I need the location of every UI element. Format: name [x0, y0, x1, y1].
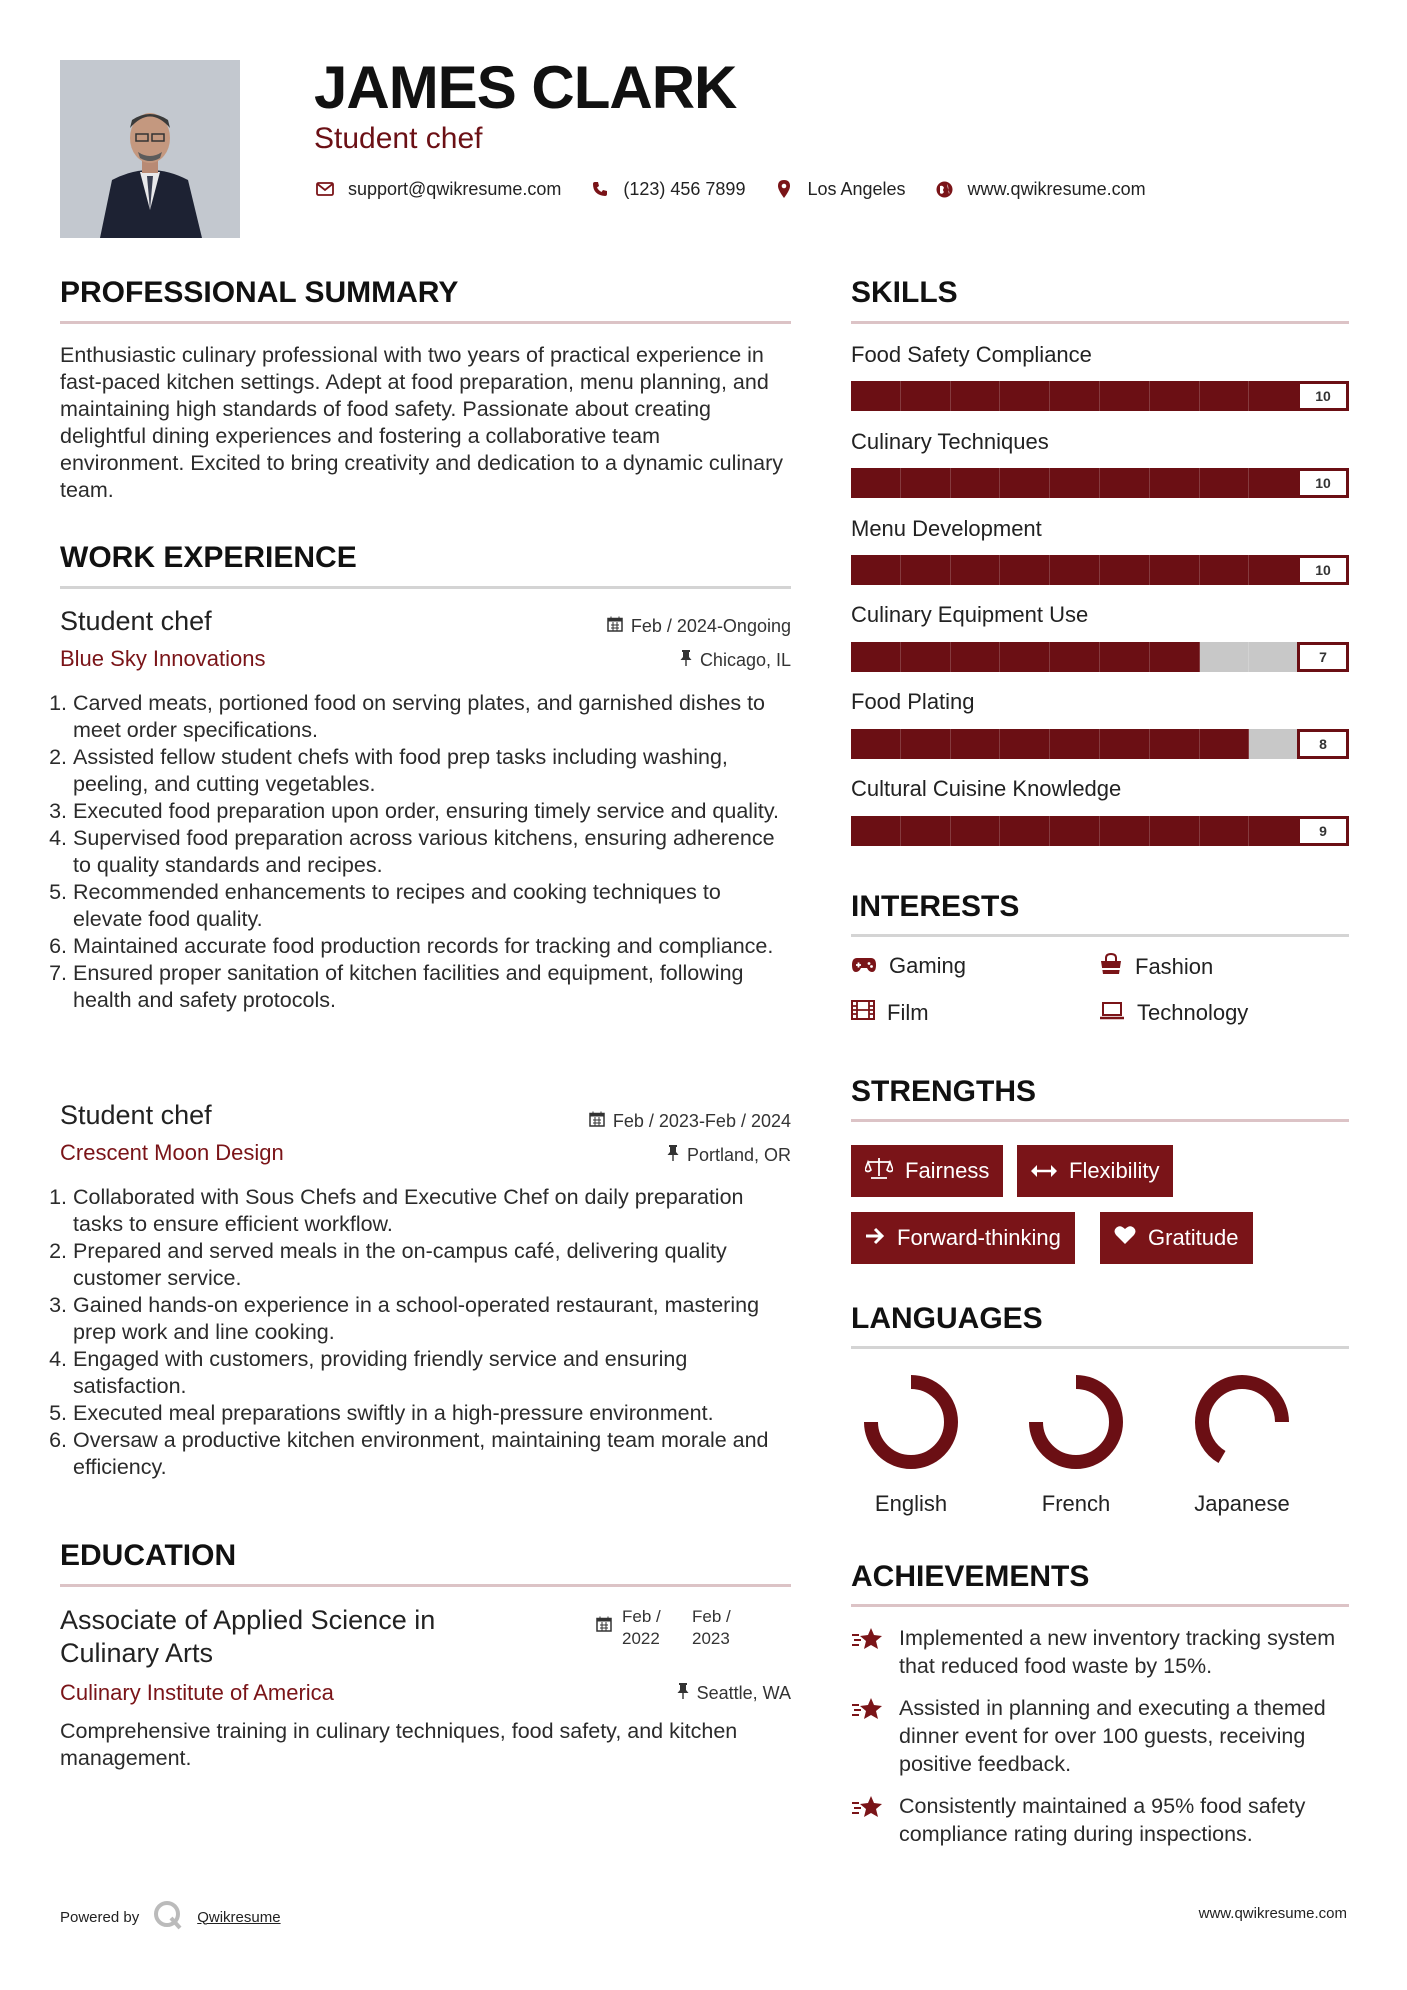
- list-item: 1. Carved meats, portioned food on serving plates, and garnished dishes to meet order specifications.: [73, 690, 795, 744]
- languages-divider: [851, 1346, 1349, 1349]
- interest-label: Film: [887, 1000, 929, 1025]
- job-dates: [607, 616, 791, 637]
- job-location-text: Chicago, IL: [699, 650, 791, 670]
- list-item: 5. Executed meal preparations swiftly in a high-pressure environment.: [73, 1400, 795, 1427]
- skill-bar: [851, 468, 1349, 498]
- footer-url[interactable]: www.qwikresume.com: [1198, 1905, 1347, 1922]
- job-location: [667, 1145, 791, 1166]
- achievement-item: [851, 1792, 1341, 1848]
- skill-score: 10: [1297, 555, 1349, 585]
- job-location-text: Portland, OR: [686, 1145, 791, 1165]
- film-icon: [851, 1000, 875, 1026]
- skill-label: Food Safety Compliance: [851, 342, 1092, 367]
- education-heading: EDUCATION: [60, 1539, 237, 1572]
- skill-score: 8: [1297, 729, 1349, 759]
- language-label: English: [874, 1491, 948, 1516]
- interest-label: Gaming: [889, 953, 967, 978]
- education-start: [622, 1606, 682, 1650]
- skills-heading: SKILLS: [851, 276, 958, 309]
- achievement-text: Implemented a new inventory tracking system that reduced food waste by 15%.: [899, 1626, 1336, 1678]
- strength-label: Forward-thinking: [897, 1225, 1061, 1250]
- pushpin-icon: [667, 1145, 679, 1166]
- portrait-image: [60, 60, 240, 238]
- interests-divider: [851, 934, 1349, 937]
- interests-heading: INTERESTS: [851, 890, 1020, 923]
- experience-heading: WORK EXPERIENCE: [60, 541, 357, 574]
- shooting-star-icon: [851, 1694, 885, 1778]
- skill-bar: [851, 729, 1349, 759]
- education-end-year: 2023: [692, 1629, 730, 1648]
- contact-website[interactable]: [934, 178, 1146, 200]
- list-item: 2. Assisted fellow student chefs with food prep tasks including washing, peeling, and cutting vegetables.: [73, 744, 795, 798]
- achievements-heading: ACHIEVEMENTS: [851, 1560, 1090, 1593]
- list-item: 4. Supervised food preparation across various kitchens, ensuring adherence to quality standards and recipes.: [73, 825, 795, 879]
- list-item: 3. Executed food preparation upon order, ensuring timely service and quality.: [73, 798, 795, 825]
- strength-label: Fairness: [905, 1158, 990, 1183]
- language-label: Japanese: [1194, 1491, 1290, 1516]
- contact-bar: [314, 178, 1160, 200]
- candidate-title: Student chef: [314, 122, 483, 155]
- gamepad-icon: [851, 953, 877, 979]
- shopping-bag-icon: [1099, 953, 1123, 981]
- school-name: Culinary Institute of America: [60, 1680, 334, 1705]
- skill-score: 10: [1297, 468, 1349, 498]
- list-item: 5. Recommended enhancements to recipes and cooking techniques to elevate food quality.: [73, 879, 795, 933]
- job-dates-text: Feb / 2023-Feb / 2024: [612, 1111, 791, 1131]
- footer-powered: [60, 1900, 281, 1934]
- list-item: 7. Ensured proper sanitation of kitchen facilities and equipment, following health and safety protocols.: [73, 960, 795, 1014]
- achievement-text: Consistently maintained a 95% food safety compliance rating during inspections.: [899, 1794, 1306, 1846]
- skills-divider: [851, 321, 1349, 324]
- skill-label: Culinary Equipment Use: [851, 602, 1089, 627]
- education-location-text: Seattle, WA: [696, 1683, 791, 1703]
- shooting-star-icon: [851, 1792, 885, 1848]
- summary-heading: PROFESSIONAL SUMMARY: [60, 276, 459, 309]
- language-ring: [861, 1372, 961, 1472]
- list-item: 2. Prepared and served meals in the on-campus café, delivering quality customer service.: [73, 1238, 795, 1292]
- education-description: Comprehensive training in culinary techniques, food safety, and kitchen management.: [60, 1719, 738, 1770]
- list-item: 6. Oversaw a productive kitchen environment, maintaining team morale and efficiency.: [73, 1427, 795, 1481]
- contact-website-text: www.qwikresume.com: [967, 178, 1146, 199]
- candidate-name: JAMES CLARK: [314, 54, 737, 121]
- skill-label: Food Plating: [851, 689, 975, 714]
- skill-bar: [851, 642, 1349, 672]
- interest-technology: [1099, 1000, 1248, 1026]
- interest-film: [851, 1000, 929, 1026]
- job-bullets: [55, 1184, 795, 1481]
- language-ring: [1192, 1372, 1292, 1472]
- degree-title: Associate of Applied Science in Culinary Arts: [60, 1605, 436, 1668]
- skill-label: Cultural Cuisine Knowledge: [851, 776, 1122, 801]
- skill-bar: [851, 816, 1349, 846]
- job-bullet-list: [55, 690, 795, 1014]
- skill-label: Menu Development: [851, 516, 1042, 541]
- pushpin-icon: [677, 1683, 689, 1704]
- qwikresume-logo-icon: [153, 1900, 183, 1934]
- achievement-item: [851, 1694, 1341, 1778]
- skill-score: 10: [1297, 381, 1349, 411]
- globe-icon: [934, 178, 956, 200]
- strength-label: Gratitude: [1148, 1225, 1239, 1250]
- profile-photo: [60, 60, 240, 238]
- job-bullet-list: [55, 1184, 795, 1481]
- pushpin-icon: [680, 650, 692, 671]
- experience-divider: [60, 586, 791, 589]
- summary-divider: [60, 321, 791, 324]
- education-location: [677, 1683, 791, 1704]
- skill-bar-segments: [851, 555, 1349, 585]
- education-start-year: 2022: [622, 1629, 660, 1648]
- achievement-text: Assisted in planning and executing a themed dinner event for over 100 guests, receiving positive feedback.: [899, 1696, 1326, 1776]
- calendar-icon: [596, 1606, 612, 1638]
- skill-bar-segments: [851, 729, 1349, 759]
- envelope-icon: [314, 178, 336, 200]
- job-title: Student chef: [60, 606, 212, 636]
- strength-chip: [851, 1212, 1075, 1264]
- language-item: [846, 1372, 976, 1517]
- strengths-divider: [851, 1119, 1349, 1122]
- language-item: [1011, 1372, 1141, 1517]
- education-end-month: Feb /: [692, 1607, 731, 1626]
- job-title: Student chef: [60, 1100, 212, 1130]
- achievement-item: [851, 1624, 1341, 1680]
- job-bullets: [55, 690, 795, 1014]
- strength-chip: [1017, 1145, 1173, 1197]
- education-dates: [596, 1606, 752, 1650]
- education-start-month: Feb /: [622, 1607, 661, 1626]
- contact-location: [773, 178, 905, 200]
- heart-icon: [1114, 1225, 1136, 1251]
- map-pin-icon: [773, 178, 795, 200]
- job-company: Crescent Moon Design: [60, 1140, 284, 1165]
- strengths-heading: STRENGTHS: [851, 1075, 1037, 1108]
- summary-text: Enthusiastic culinary professional with two years of practical experience in fast-paced kitchen settings. Adept at food preparation, menu planning, and maintaining high standards of food safety. Passionate about creating delightful dining experiences and fostering a collaborative team environment. Excited to bring creativity and dedication to a dynamic culinary team.: [60, 343, 784, 502]
- balance-scale-icon: [865, 1157, 893, 1185]
- arrow-right-icon: [865, 1225, 885, 1251]
- strength-chip: [1100, 1212, 1253, 1264]
- skill-bar: [851, 555, 1349, 585]
- achievements-divider: [851, 1604, 1349, 1607]
- interest-label: Fashion: [1135, 954, 1214, 979]
- contact-email[interactable]: [314, 178, 561, 200]
- skill-score: 9: [1297, 816, 1349, 846]
- strength-label: Flexibility: [1069, 1158, 1160, 1183]
- languages-heading: LANGUAGES: [851, 1302, 1043, 1335]
- job-dates-text: Feb / 2024-Ongoing: [630, 616, 791, 636]
- interest-gaming: [851, 953, 966, 979]
- skill-bar-segments: [851, 816, 1349, 846]
- qwikresume-link[interactable]: Qwikresume: [197, 1908, 281, 1926]
- calendar-icon: [607, 616, 623, 637]
- job-location: [680, 650, 791, 671]
- contact-phone-text: (123) 456 7899: [623, 178, 746, 199]
- list-item: 3. Gained hands-on experience in a school-operated restaurant, mastering prep work and line cooking.: [73, 1292, 795, 1346]
- achievements-list: [851, 1624, 1341, 1848]
- language-ring: [1026, 1372, 1126, 1472]
- arrows-h-icon: [1031, 1158, 1057, 1184]
- interest-label: Technology: [1137, 1000, 1249, 1025]
- powered-by-text: Powered by: [60, 1908, 140, 1926]
- list-item: 4. Engaged with customers, providing friendly service and ensuring satisfaction.: [73, 1346, 795, 1400]
- education-divider: [60, 1584, 791, 1587]
- skill-label: Culinary Techniques: [851, 429, 1049, 454]
- contact-phone[interactable]: [589, 178, 745, 200]
- language-item: [1177, 1372, 1307, 1517]
- job-company: Blue Sky Innovations: [60, 646, 266, 671]
- skill-bar: [851, 381, 1349, 411]
- strength-chip: [851, 1145, 1003, 1197]
- interest-fashion: [1099, 953, 1213, 981]
- calendar-icon: [589, 1111, 605, 1132]
- shooting-star-icon: [851, 1624, 885, 1680]
- list-item: 6. Maintained accurate food production records for tracking and compliance.: [73, 933, 795, 960]
- phone-icon: [589, 178, 611, 200]
- language-label: French: [1041, 1491, 1111, 1516]
- skill-bar-segments: [851, 642, 1349, 672]
- skill-bar-segments: [851, 468, 1349, 498]
- job-dates: [589, 1111, 791, 1132]
- skill-score: 7: [1297, 642, 1349, 672]
- contact-email-text: support@qwikresume.com: [348, 178, 562, 199]
- contact-location-text: Los Angeles: [807, 178, 906, 199]
- laptop-icon: [1099, 1000, 1125, 1026]
- education-end: [692, 1606, 752, 1650]
- list-item: 1. Collaborated with Sous Chefs and Executive Chef on daily preparation tasks to ensure efficient workflow.: [73, 1184, 795, 1238]
- skill-bar-segments: [851, 381, 1349, 411]
